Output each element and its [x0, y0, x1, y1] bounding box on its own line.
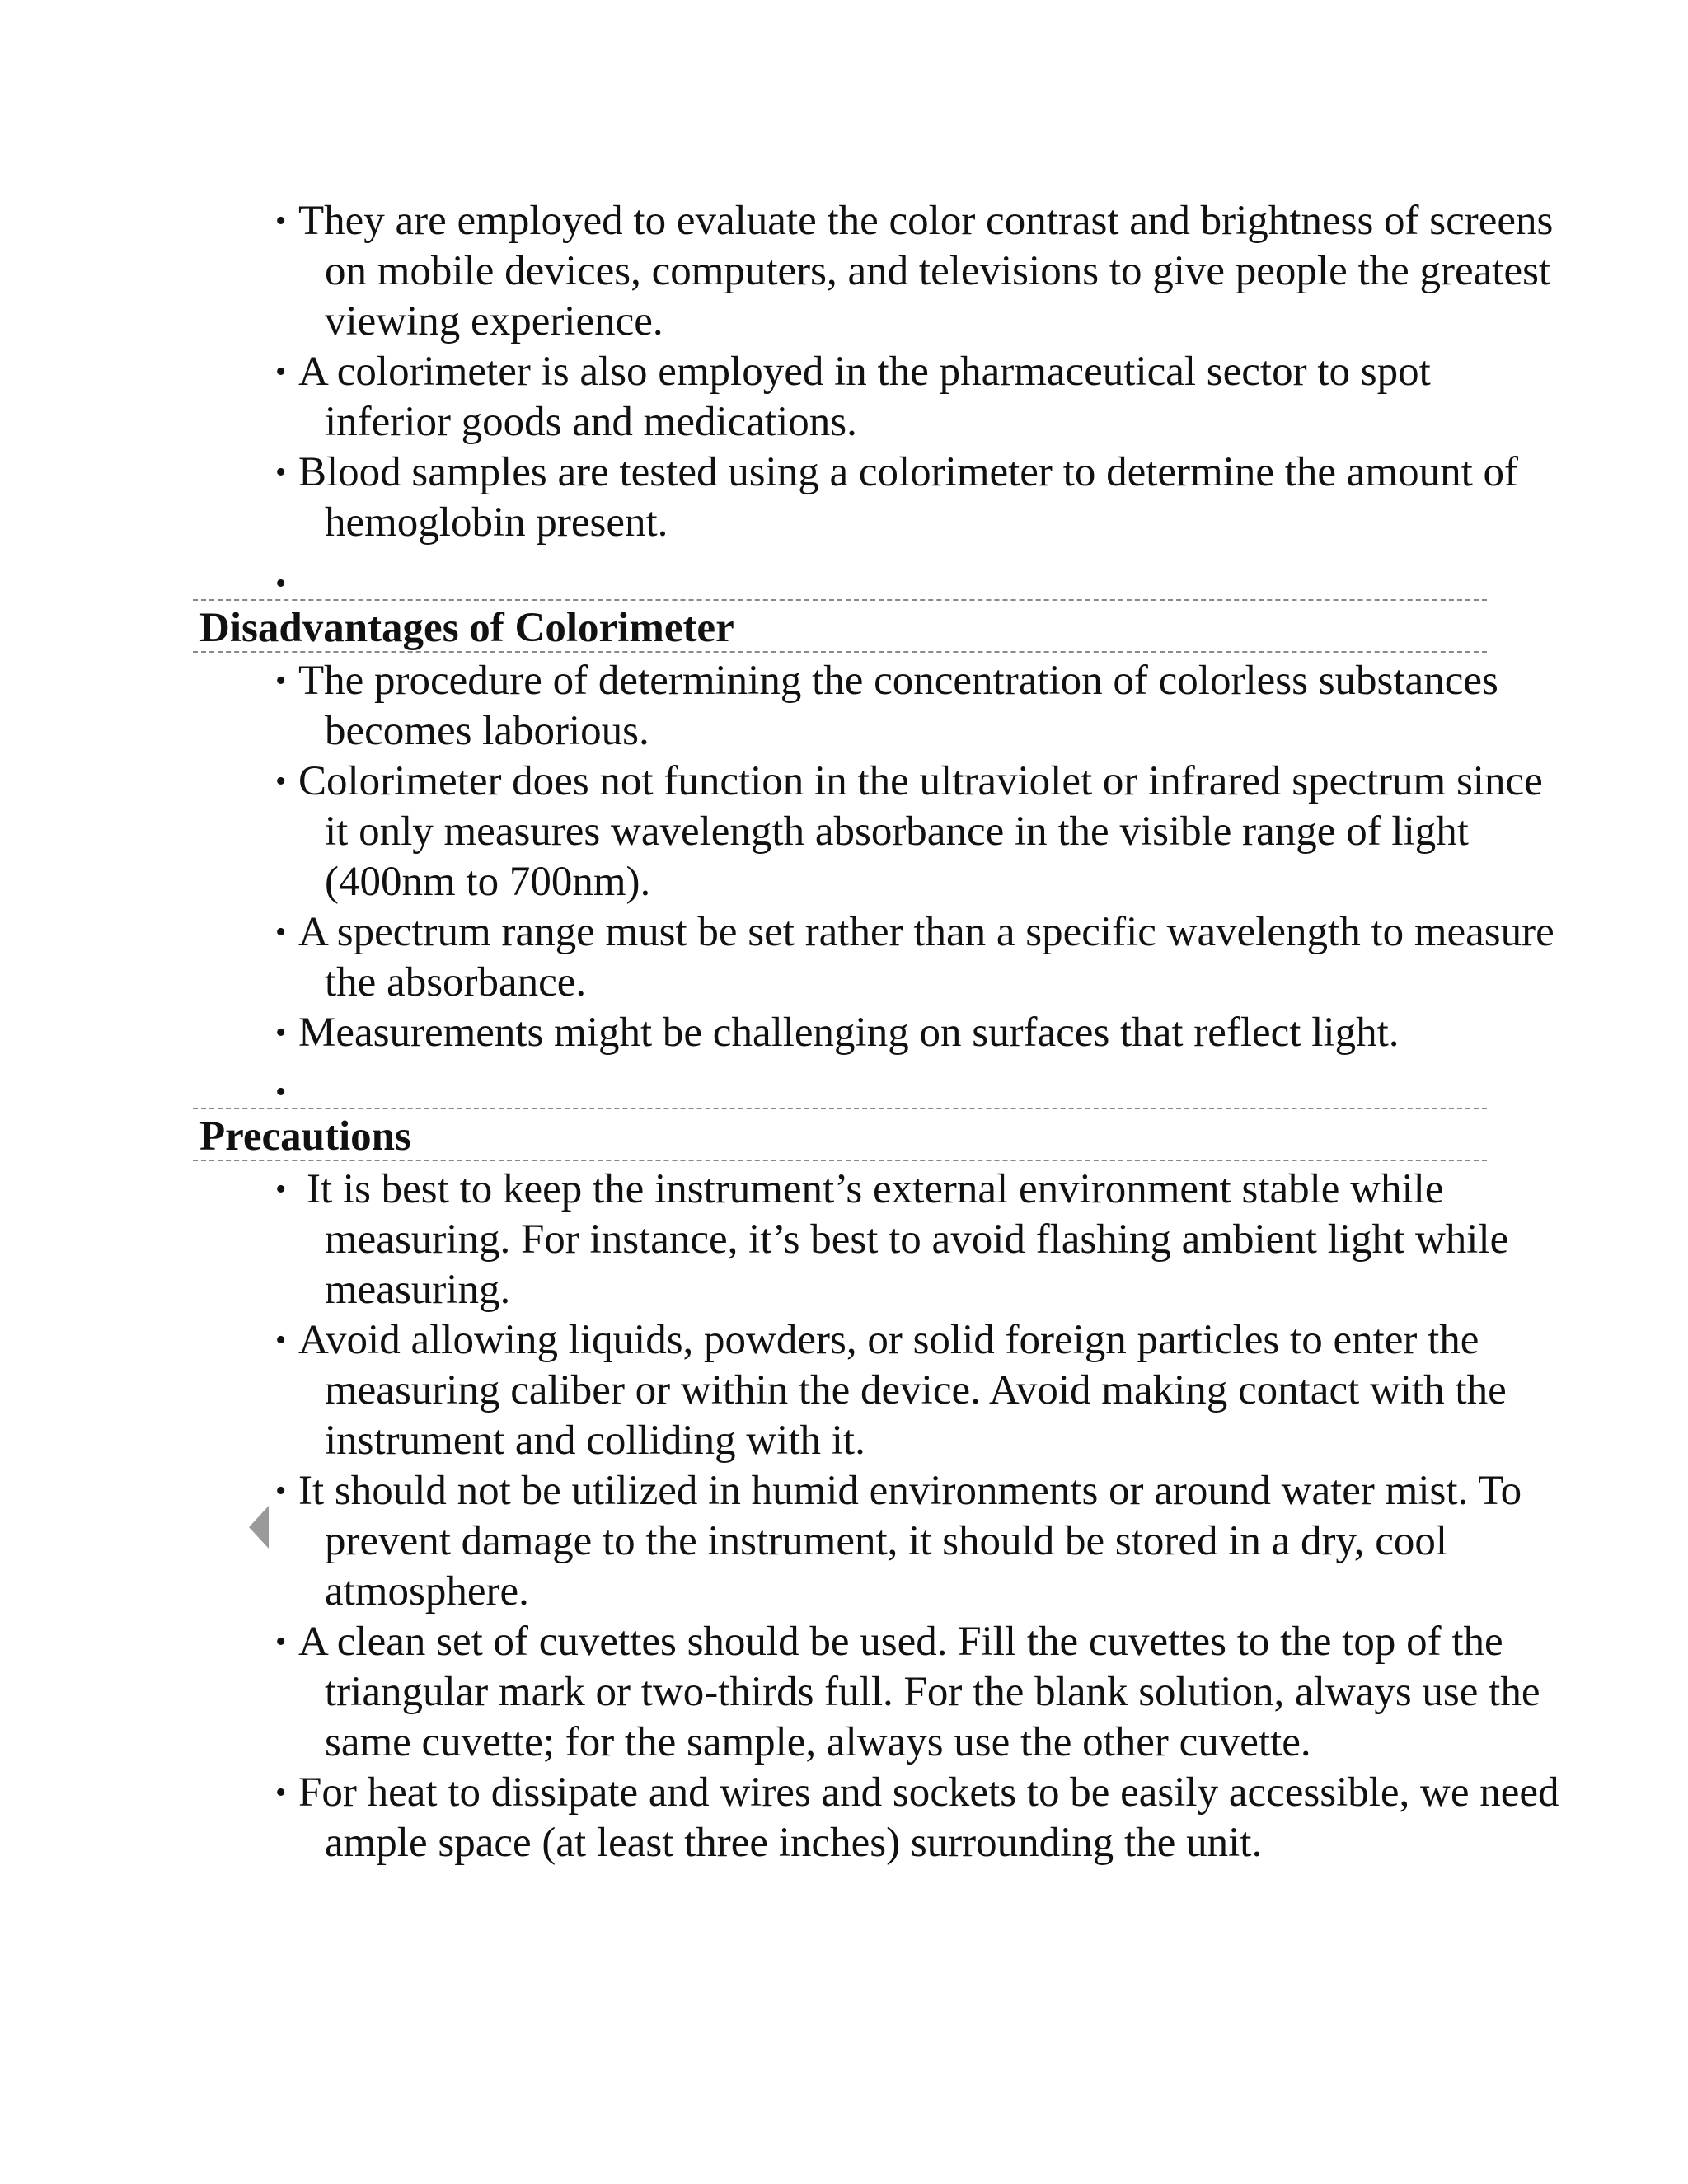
bullet: • — [275, 204, 287, 238]
empty-bullet: • — [275, 1075, 287, 1109]
list-item — [0, 1617, 1688, 1768]
list-item-text: Blood samples are tested using a colorimeter to determine the amount of hemoglobin present. — [298, 449, 1518, 546]
bullet: • — [275, 1775, 287, 1810]
empty-bullet: • — [275, 566, 287, 601]
list-item — [0, 1315, 1688, 1466]
bullet: • — [275, 1474, 287, 1508]
list-item — [0, 656, 1688, 757]
list-item-text: Measurements might be challenging on surfaces that reflect light. — [298, 1010, 1400, 1056]
bullet: • — [275, 1624, 287, 1659]
list-item-text: Colorimeter does not function in the ultraviolet or infrared spectrum since it only measures wavelength absorbance in the visible range of light (400nm to 700nm). — [298, 758, 1543, 905]
list-item — [0, 196, 1688, 347]
list-item — [0, 757, 1688, 907]
bullet: • — [275, 764, 287, 799]
list-item — [0, 1008, 1688, 1058]
list-item-text: A spectrum range must be set rather than a specific wavelength to measure the absorbance. — [298, 909, 1554, 1005]
list-item — [0, 347, 1688, 448]
list-item-text: It should not be utilized in humid environments or around water mist. To prevent damage to the instrument, it should be stored in a dry, cool atmosphere. — [298, 1468, 1522, 1615]
list-item-text: For heat to dissipate and wires and sockets to be easily accessible, we need ample space (at least three inches) surrounding the unit. — [298, 1769, 1559, 1866]
disadvantages-list — [0, 656, 1688, 1058]
bullet: • — [275, 1323, 287, 1357]
list-item-text: Avoid allowing liquids, powders, or solid foreign particles to enter the measuring caliber or within the device. Avoid making contact with the instrument and colliding with it. — [298, 1317, 1507, 1464]
bullet: • — [275, 1015, 287, 1050]
section-rule-top — [193, 1108, 1487, 1109]
bullet: • — [275, 915, 287, 949]
list-item-text: The procedure of determining the concentration of colorless substances becomes laborious. — [298, 658, 1498, 754]
list-item — [0, 907, 1688, 1008]
list-item-text: They are employed to evaluate the color contrast and brightness of screens on mobile devices, computers, and televisions to give people the greatest viewing experience. — [298, 198, 1554, 344]
section-rule-bottom — [193, 1160, 1487, 1161]
left-triangle-arrow-icon[interactable] — [249, 1506, 269, 1549]
list-item-text: A colorimeter is also employed in the pharmaceutical sector to spot inferior goods and medications. — [298, 349, 1431, 445]
bullet: • — [275, 455, 287, 490]
uses-list — [0, 196, 1688, 548]
list-item-text: A clean set of cuvettes should be used. Fill the cuvettes to the top of the triangular mark or two-thirds full. For the blank solution, always use the same cuvette; for the sample, always use the other cuvette. — [298, 1619, 1540, 1765]
section-rule-bottom — [193, 651, 1487, 653]
list-item-text: It is best to keep the instrument’s external environment stable while measuring. For instance, it’s best to avoid flashing ambient light while measuring. — [307, 1166, 1509, 1313]
bullet: • — [275, 1172, 287, 1207]
list-item — [0, 1768, 1688, 1868]
precautions-heading: Precautions — [199, 1113, 411, 1160]
list-item — [0, 448, 1688, 548]
bullet: • — [275, 663, 287, 698]
section-rule-top — [193, 599, 1487, 601]
disadvantages-heading: Disadvantages of Colorimeter — [199, 605, 734, 651]
bullet: • — [275, 354, 287, 389]
list-item — [0, 1165, 1688, 1315]
